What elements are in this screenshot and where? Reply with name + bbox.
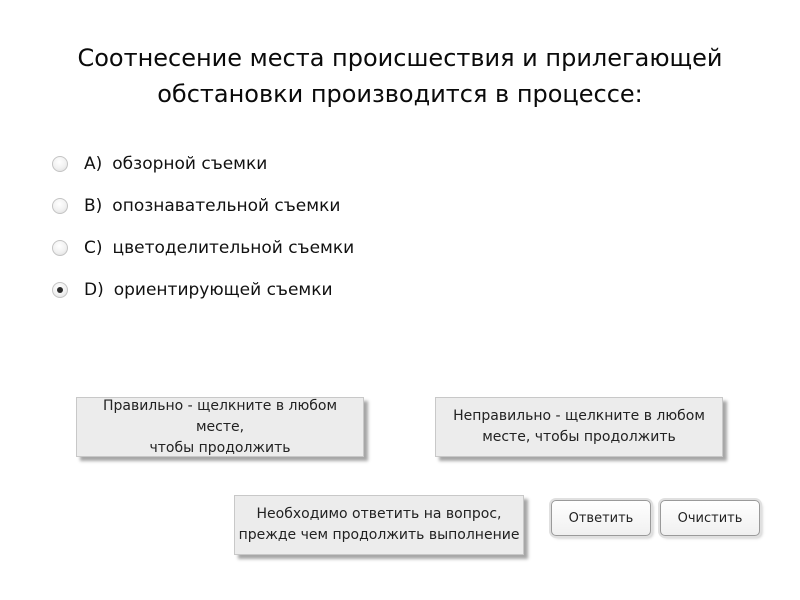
option-c[interactable] [52,227,572,269]
clear-button[interactable]: Очистить [660,500,760,536]
question-line-1: Соотнесение места происшествия и прилегающей [77,44,723,72]
answer-required-line-1: Необходимо ответить на вопрос, [256,506,502,522]
radio-button-icon[interactable] [52,156,68,172]
question-line-2: обстановки производится в процессе: [157,80,643,108]
option-letter: C) [84,238,103,258]
option-label: цветоделительной съемки [112,238,355,258]
option-d[interactable] [52,269,572,311]
option-letter: A) [84,154,103,174]
option-letter: D) [84,280,104,300]
question-text [40,40,760,112]
submit-button[interactable]: Ответить [551,500,651,536]
incorrect-feedback-line-1: Неправильно - щелкните в любом [453,408,705,424]
correct-feedback-line-1: Правильно - щелкните в любом месте, [102,397,338,435]
answer-required-line-2: прежде чем продолжить выполнение [238,527,520,543]
radio-dot-icon [57,287,63,293]
option-label: ориентирующей съемки [113,280,333,300]
radio-button-icon[interactable] [52,198,68,214]
answer-options [52,143,572,311]
incorrect-feedback-box[interactable] [435,397,723,457]
incorrect-feedback-line-2: месте, чтобы продолжить [482,429,676,445]
answer-required-box [234,495,524,555]
option-b[interactable] [52,185,572,227]
option-a[interactable] [52,143,572,185]
radio-button-icon[interactable] [52,240,68,256]
option-letter: B) [84,196,103,216]
option-label: обзорной съемки [112,154,268,174]
option-label: опознавательной съемки [112,196,341,216]
correct-feedback-box[interactable] [76,397,364,457]
correct-feedback-line-2: чтобы продолжить [149,439,291,456]
radio-button-icon[interactable] [52,282,68,298]
